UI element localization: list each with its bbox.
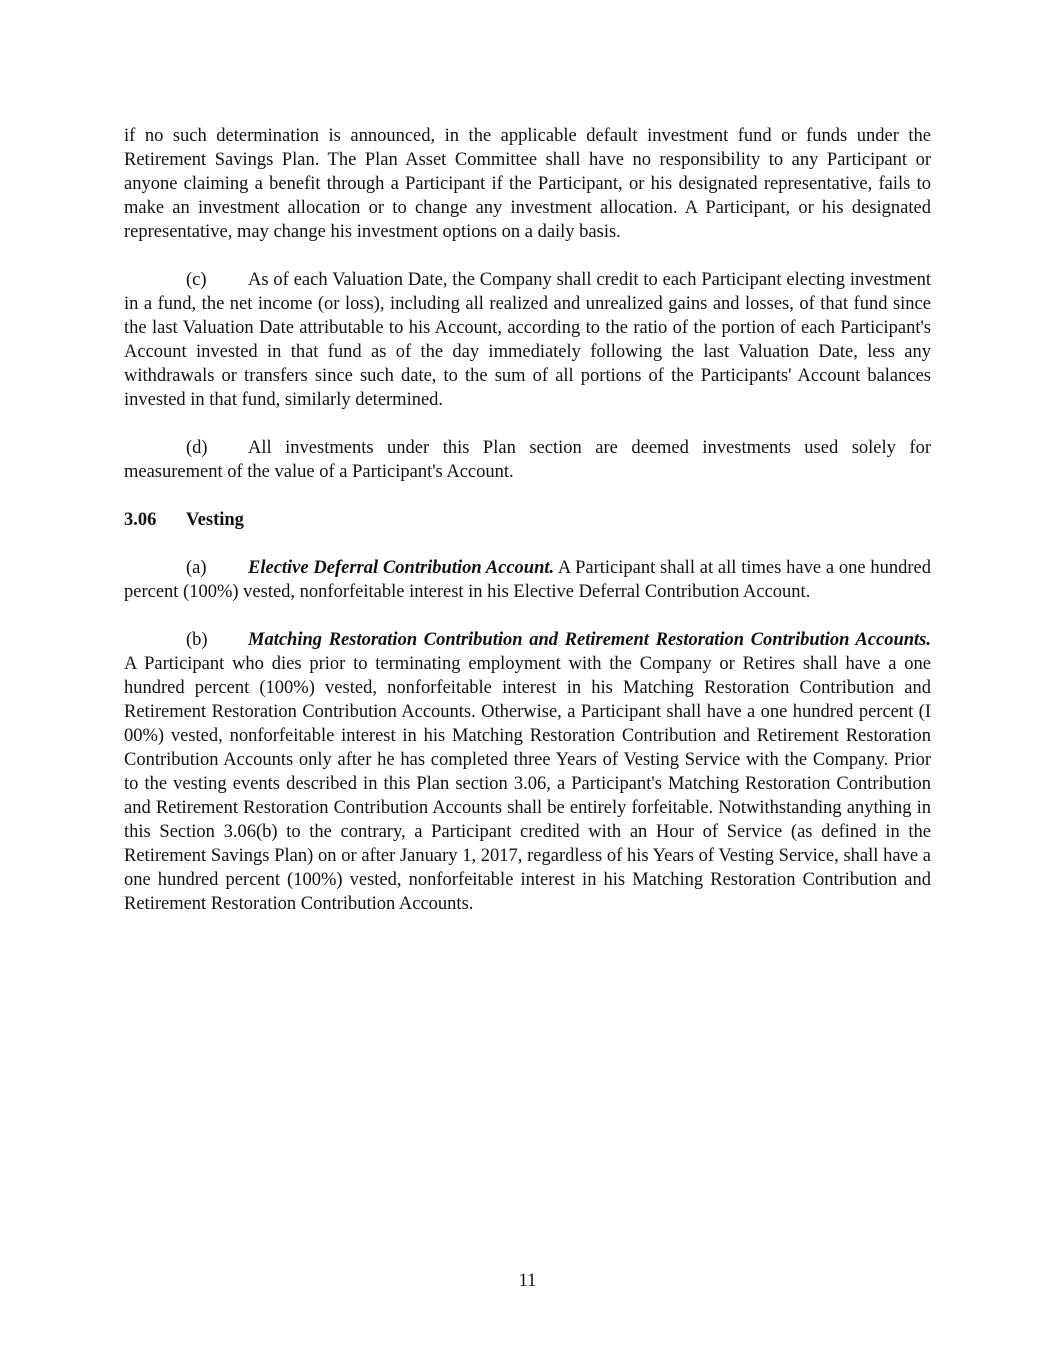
- continuation-paragraph: if no such determination is announced, in the applicable default investment fund or funds under the Retirement Savings Plan. The Plan Asset Committee shall have no responsibility to any Participant or anyone claiming a benefit through a Participant if the Participant, or his designated representative, fails to make an investment allocation or to change any investment allocation. A Participant, or his designated representative, may change his investment options on a daily basis.: [124, 126, 931, 242]
- section-number: 3.06: [124, 510, 157, 530]
- paragraph-c-number: (c): [186, 270, 207, 290]
- section-heading: [124, 508, 931, 532]
- section-title: Vesting: [186, 510, 244, 530]
- page-number: 11: [518, 1271, 537, 1291]
- paragraph-d-number: (d): [186, 438, 208, 458]
- paragraph-b: [124, 628, 931, 916]
- paragraph-a-text: A Participant shall at all times have a one hundred percent (100%) vested, nonforfeitable interest in his Elective Deferral Contribution Account.: [124, 558, 931, 602]
- paragraph-a-number: (a): [186, 558, 207, 578]
- paragraph-a: [124, 556, 931, 604]
- paragraph-c: [124, 268, 931, 412]
- paragraph-d-text: All investments under this Plan section are deemed investments used solely for measurement of the value of a Participant's Account.: [124, 438, 931, 482]
- paragraph-b-number: (b): [186, 630, 208, 650]
- document-page: [124, 124, 931, 916]
- paragraph-b-caption: Matching Restoration Contribution and Retirement Restoration Contribution Accounts.: [248, 630, 931, 650]
- paragraph-d: [124, 436, 931, 484]
- paragraph-b-text: A Participant who dies prior to terminating employment with the Company or Retires shall have a one hundred percent (100%) vested, nonforfeitable interest in his Matching Restoration Contribution and Retirement Restoration Contribution Accounts. Otherwise, a Participant shall have a one hundred percent (I 00%) vested, nonforfeitable interest in his Matching Restoration Contribution and Retirement Restoration Contribution Accounts only after he has completed three Years of Vesting Service with the Company. Prior to the vesting events described in this Plan section 3.06, a Participant's Matching Restoration Contribution and Retirement Restoration Contribution Accounts shall be entirely forfeitable. Notwithstanding anything in this Section 3.06(b) to the contrary, a Participant credited with an Hour of Service (as defined in the Retirement Savings Plan) on or after January 1, 2017, regardless of his Years of Vesting Service, shall have a one hundred percent (100%) vested, nonforfeitable interest in his Matching Restoration Contribution and Retirement Restoration Contribution Accounts.: [124, 654, 931, 914]
- paragraph-a-caption: Elective Deferral Contribution Account.: [248, 558, 555, 578]
- paragraph-c-text: As of each Valuation Date, the Company shall credit to each Participant electing investment in a fund, the net income (or loss), including all realized and unrealized gains and losses, of that fund since the last Valuation Date attributable to his Account, according to the ratio of the portion of each Participant's Account invested in that fund as of the day immediately following the last Valuation Date, less any withdrawals or transfers since such date, to the sum of all portions of the Participants' Account balances invested in that fund, similarly determined.: [124, 270, 931, 410]
